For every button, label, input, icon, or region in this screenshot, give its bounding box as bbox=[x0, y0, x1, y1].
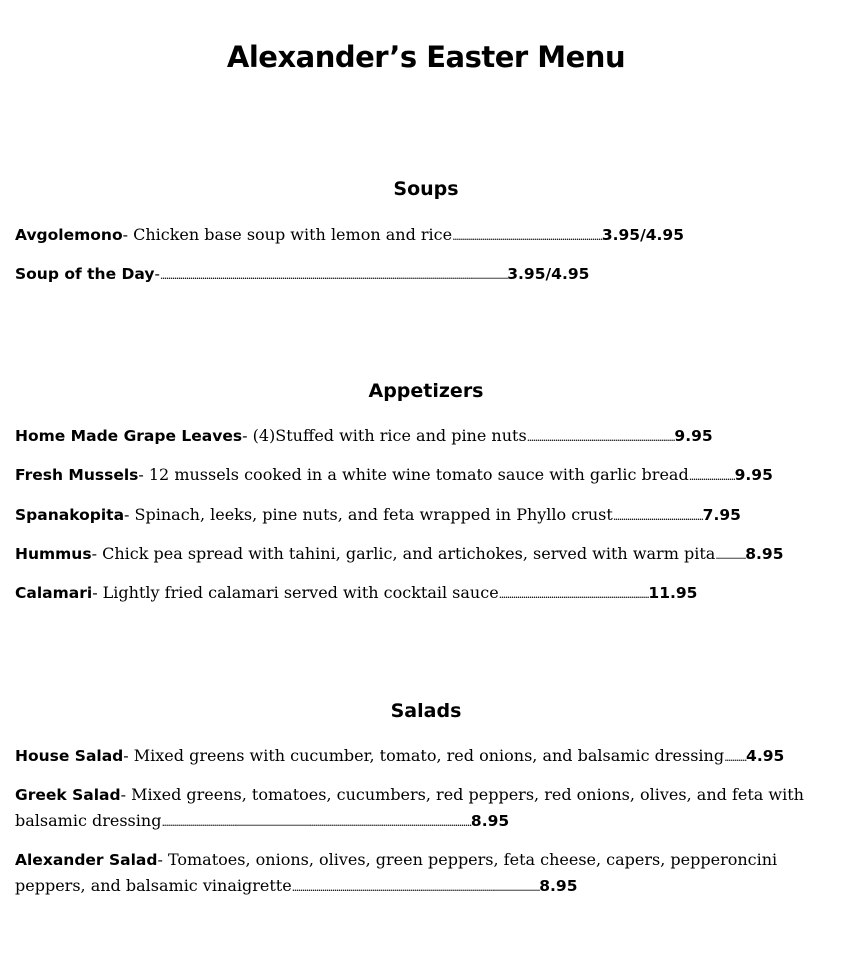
item-description: - Mixed greens with cucumber, tomato, red onions, and balsamic dressing bbox=[123, 746, 725, 765]
item-name: Avgolemono bbox=[15, 226, 123, 244]
item-price: 11.95 bbox=[648, 584, 698, 602]
item-description: - Lightly fried calamari served with cocktail sauce bbox=[92, 583, 499, 602]
item-price: 8.95 bbox=[745, 545, 784, 563]
item-description: - Spinach, leeks, pine nuts, and feta wrapped in Phyllo crust bbox=[124, 505, 613, 524]
section-heading-appetizers: Appetizers bbox=[368, 380, 484, 402]
leader-dots: ............................................. bbox=[612, 510, 703, 523]
menu-item-calamari bbox=[15, 580, 697, 608]
item-description: - Tomatoes, onions, olives, green peppers, feta cheese, capers, pepperoncini peppers, and balsamic vinaigrette bbox=[15, 850, 778, 895]
item-description: - (4)Stuffed with rice and pine nuts bbox=[242, 426, 527, 445]
item-name: House Salad bbox=[15, 747, 124, 765]
menu-item-house-salad bbox=[15, 743, 784, 771]
leader-dots: ............... bbox=[715, 549, 746, 562]
menu-item-grape-leaves bbox=[15, 423, 713, 451]
section-heading-salads: Salads bbox=[390, 700, 462, 722]
item-price: 8.95 bbox=[539, 877, 578, 895]
menu-item-avgolemono bbox=[15, 222, 684, 250]
item-description: - Mixed greens, tomatoes, cucumbers, red peppers, red onions, olives, and feta with balsamic dressing bbox=[15, 785, 804, 830]
item-price: 9.95 bbox=[674, 427, 713, 445]
item-price: 3.95/4.95 bbox=[507, 265, 590, 283]
item-description: - 12 mussels cooked in a white wine tomato sauce with garlic bread bbox=[138, 465, 689, 484]
leader-dots: .......................................................................... bbox=[526, 431, 675, 444]
item-name: Fresh Mussels bbox=[15, 466, 139, 484]
item-price: 9.95 bbox=[734, 466, 773, 484]
section-heading-soups: Soups bbox=[393, 178, 459, 200]
menu-item-soup-of-the-day bbox=[15, 261, 589, 289]
item-price: 7.95 bbox=[702, 506, 741, 524]
item-description: - Chick pea spread with tahini, garlic, and artichokes, served with warm pita bbox=[91, 544, 716, 563]
leader-dots: ........................................................................................................................................................... bbox=[161, 816, 471, 829]
item-price: 8.95 bbox=[470, 812, 510, 830]
menu-title: Alexander’s Easter Menu bbox=[226, 40, 626, 74]
item-name: Calamari bbox=[15, 584, 93, 602]
item-description: - bbox=[154, 264, 160, 283]
item-name: Greek Salad bbox=[15, 786, 121, 804]
leader-dots: .............................................................................................................................................................................. bbox=[159, 269, 508, 282]
item-description: - Chicken base soup with lemon and rice bbox=[122, 225, 453, 244]
leader-dots: ........................................................................... bbox=[452, 230, 602, 243]
item-name: Alexander Salad bbox=[15, 851, 158, 869]
menu-item-fresh-mussels bbox=[15, 462, 773, 490]
item-name: Home Made Grape Leaves bbox=[15, 427, 243, 445]
menu-item-greek-salad bbox=[15, 782, 840, 836]
menu-item-alexander-salad bbox=[15, 847, 840, 901]
item-name: Spanakopita bbox=[15, 506, 125, 524]
leader-dots: ........... bbox=[724, 751, 747, 764]
menu-item-spanakopita bbox=[15, 502, 741, 530]
leader-dots: ........................................................................... bbox=[498, 588, 649, 601]
item-name: Hummus bbox=[15, 545, 92, 563]
item-price: 3.95/4.95 bbox=[601, 226, 684, 244]
leader-dots: ............................................................................................................................ bbox=[291, 881, 540, 894]
menu-item-hummus bbox=[15, 541, 783, 569]
item-name: Soup of the Day bbox=[15, 265, 155, 283]
item-price: 4.95 bbox=[746, 747, 785, 765]
leader-dots: ....................... bbox=[688, 470, 735, 483]
